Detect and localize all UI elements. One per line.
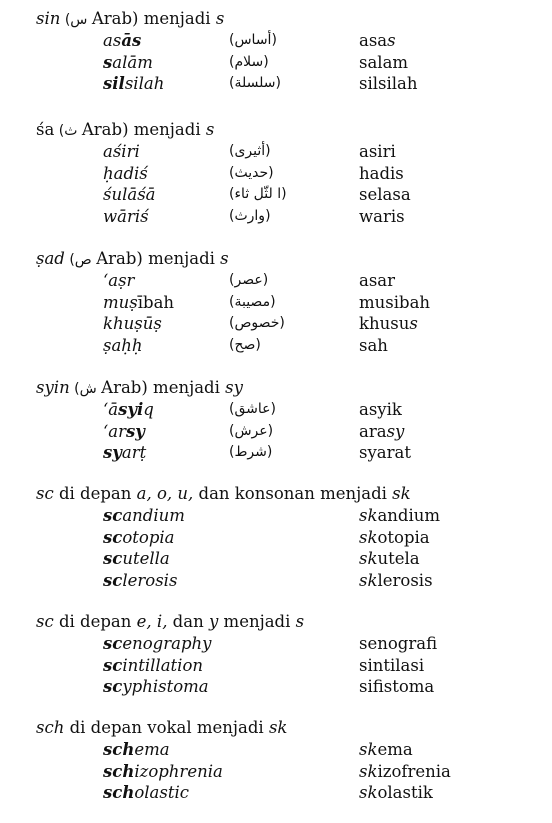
indonesian-word: silsilah [359, 74, 418, 93]
indonesian-word: sah [359, 335, 388, 355]
header-part: Arab) menjadi [81, 120, 206, 139]
table-row [36, 206, 536, 228]
indonesian-word: sintilasi [359, 655, 425, 675]
indonesian-word: selasa [359, 185, 411, 204]
source-word: ṣaḥḥ [103, 335, 143, 355]
table-row [36, 30, 536, 52]
indonesian-word: salam [359, 52, 409, 72]
source-word: muṣībah [103, 292, 175, 312]
arabic-word: (صح) [229, 336, 261, 353]
source-word: ḥadiś [103, 163, 148, 183]
header-part: sc [36, 484, 54, 503]
section-syin [36, 377, 536, 464]
indonesian-word: arasy [359, 421, 405, 441]
source-word: ‘aṣr [103, 271, 135, 290]
header-part: s [295, 612, 305, 631]
source-word: syarṭ [103, 443, 147, 462]
table-row [36, 655, 536, 677]
table-row [36, 570, 536, 592]
source-word: scholastic [103, 783, 190, 802]
section-sa [36, 119, 536, 227]
table-row [36, 52, 536, 74]
header-part: sch [36, 718, 65, 737]
arabic-word: (سلام) [229, 53, 269, 70]
indonesian-word: skolastik [359, 783, 433, 802]
header-part: sc [36, 612, 54, 631]
table-row [36, 761, 536, 783]
arabic-word: (خصوص) [229, 315, 285, 331]
indonesian-word: senografi [359, 634, 438, 653]
table-row [36, 141, 536, 163]
header-part: sk [392, 484, 411, 503]
table-row [36, 527, 536, 549]
header-part: (ش [69, 381, 102, 397]
header-part: (ث [54, 123, 82, 139]
header-part: Arab) menjadi [91, 9, 216, 28]
arabic-word: (مصيبة) [229, 293, 276, 310]
table-row [36, 184, 536, 206]
section-header [36, 248, 536, 270]
header-part: e, i, [136, 612, 168, 631]
section-header [36, 119, 536, 141]
table-row [36, 676, 536, 698]
source-word: sclerosis [103, 570, 178, 590]
header-part: s [205, 120, 215, 139]
header-part: s [220, 249, 229, 268]
section-sch [36, 717, 536, 804]
header-part: menjadi [218, 612, 296, 631]
indonesian-word: asiri [359, 142, 396, 161]
section-header [36, 377, 536, 399]
arabic-word: (شرط) [229, 444, 273, 460]
arabic-word: (عصر) [229, 272, 269, 288]
source-word: wāriś [103, 206, 149, 226]
section-header [36, 483, 536, 505]
section-header [36, 611, 536, 633]
arabic-word: (أثيرى) [229, 143, 271, 159]
table-row [36, 421, 536, 443]
header-part: sk [268, 718, 288, 737]
table-row [36, 782, 536, 804]
table-row [36, 548, 536, 570]
source-word: scotopia [103, 527, 175, 547]
table-row [36, 442, 536, 464]
header-part: ṣad [36, 249, 65, 268]
source-word: scyphistoma [103, 677, 209, 696]
source-word: śulāśā [103, 185, 156, 204]
header-part: śa [36, 120, 55, 139]
section-sc-sk [36, 483, 536, 591]
table-row [36, 505, 536, 527]
source-word: silsilah [103, 74, 165, 93]
section-header [36, 8, 536, 30]
indonesian-word: sifistoma [359, 677, 435, 696]
indonesian-word: skizofrenia [359, 761, 451, 781]
source-word: scutella [103, 549, 170, 568]
indonesian-word: hadis [359, 163, 404, 183]
header-part: dan konsonan menjadi [193, 484, 393, 503]
table-row [36, 163, 536, 185]
indonesian-word: skema [359, 740, 413, 759]
header-part: s [215, 9, 225, 28]
section-sad [36, 248, 536, 356]
table-row [36, 292, 536, 314]
indonesian-word: asyik [359, 400, 402, 419]
table-row [36, 270, 536, 292]
source-word: asās [103, 31, 142, 50]
table-row [36, 399, 536, 421]
header-part: a, o, u, [136, 484, 194, 503]
section-sc-s [36, 611, 536, 698]
header-part: dan [167, 612, 209, 631]
source-word: khuṣūṣ [103, 314, 162, 333]
header-part: y [208, 612, 219, 631]
indonesian-word: syarat [359, 443, 411, 462]
indonesian-word: skandium [359, 506, 441, 525]
header-part: di depan vokal menjadi [64, 718, 269, 737]
header-part: di depan [53, 612, 137, 631]
arabic-word: (سلسلة) [229, 75, 281, 91]
header-part: (ص [64, 252, 97, 268]
source-word: salām [103, 52, 153, 72]
table-row [36, 313, 536, 335]
arabic-word: (وارث) [229, 207, 271, 224]
indonesian-word: waris [359, 206, 405, 226]
indonesian-word: musibah [359, 292, 431, 312]
header-part: (س [60, 12, 92, 28]
arabic-word: (عرش) [229, 422, 274, 439]
header-part: Arab) menjadi [96, 249, 221, 268]
table-row [36, 633, 536, 655]
source-word: aśiri [103, 142, 140, 161]
table-row [36, 739, 536, 761]
indonesian-word: asar [359, 271, 396, 290]
source-word: ‘arsy [103, 421, 145, 441]
source-word: scenography [103, 634, 212, 653]
arabic-word: (حديث) [229, 164, 274, 181]
indonesian-word: asas [359, 31, 396, 50]
arabic-word: (عاشق) [229, 401, 276, 417]
header-part: syin [36, 378, 70, 397]
arabic-word: (ا لثّل ثاء) [229, 186, 287, 202]
header-part: di depan [53, 484, 137, 503]
table-row [36, 335, 536, 357]
source-word: scandium [103, 506, 185, 525]
header-part: sin [36, 9, 61, 28]
source-word: ‘āsyiq [103, 400, 154, 419]
indonesian-word: khusus [359, 314, 418, 333]
source-word: scintillation [103, 655, 204, 675]
source-word: schizophrenia [103, 761, 223, 781]
arabic-word: (أساس) [229, 32, 277, 48]
source-word: schema [103, 740, 170, 759]
section-header [36, 717, 536, 739]
header-part: sy [225, 378, 243, 397]
section-sin [36, 8, 536, 95]
table-row [36, 73, 536, 95]
indonesian-word: sklerosis [359, 570, 433, 590]
indonesian-word: skotopia [359, 527, 430, 547]
indonesian-word: skutela [359, 549, 420, 568]
header-part: Arab) menjadi [101, 378, 226, 397]
